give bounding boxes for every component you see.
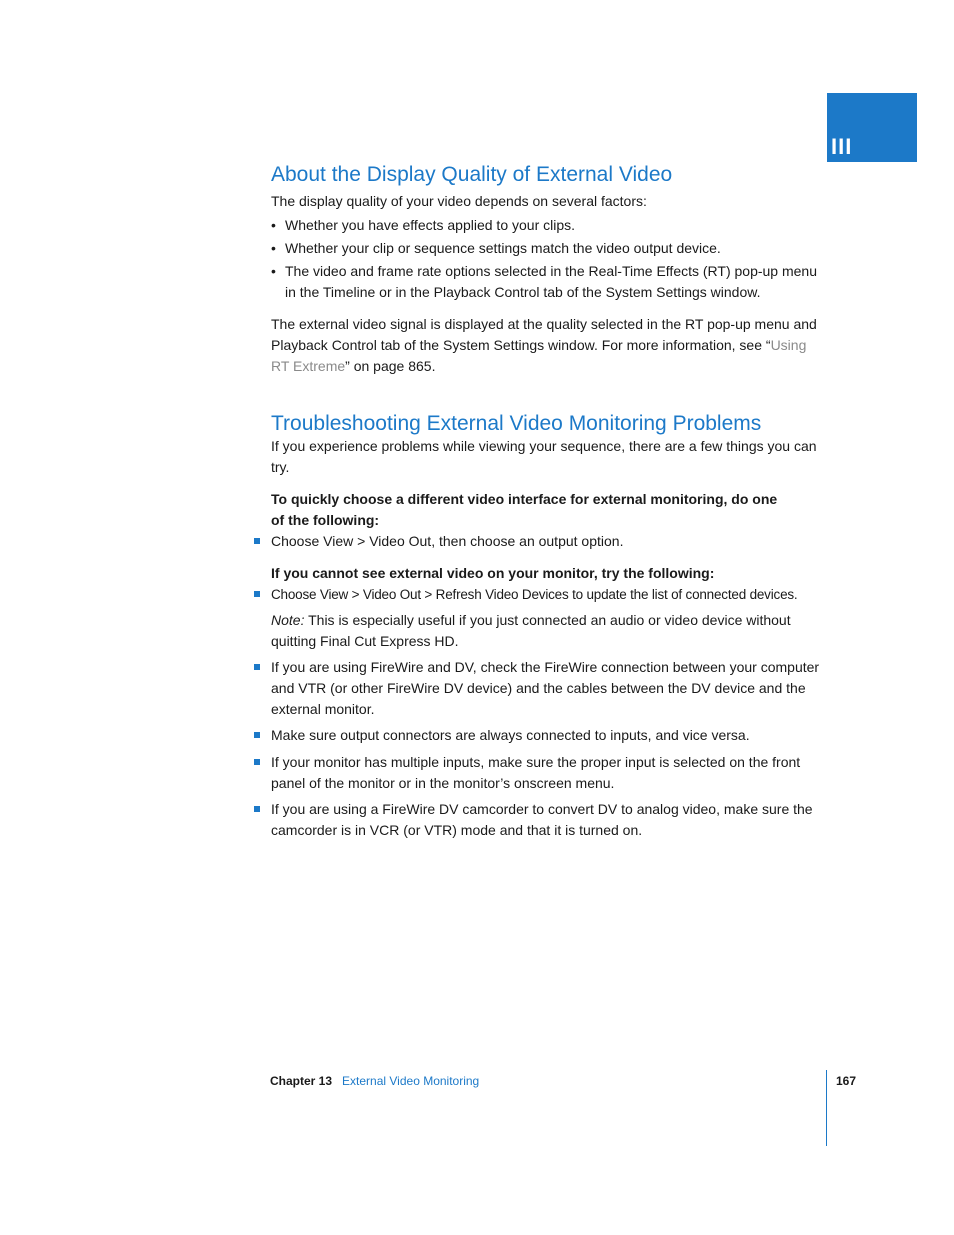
footer [270, 1072, 479, 1090]
square-bullet-icon [254, 806, 260, 812]
note-label: Note: [271, 612, 305, 628]
task-heading: If you cannot see external video on your monitor, try the following: [271, 565, 715, 581]
section2-intro: If you experience problems while viewing your sequence, there are a few things you can try. [271, 438, 817, 475]
square-bullet-icon [254, 759, 260, 765]
task1-list [271, 531, 827, 552]
square-bullet-icon [254, 591, 260, 597]
list-item: If your monitor has multiple inputs, make sure the proper input is selected on the front panel of the monitor or in the monitor’s onscreen menu. [271, 752, 827, 794]
square-bullet-icon [254, 664, 260, 670]
list-item: If you are using a FireWire DV camcorder to convert DV to analog video, make sure the camcorder is in VCR (or VTR) mode and that it is turned on. [271, 799, 827, 841]
list-item: • Whether you have effects applied to your clips. [271, 215, 827, 236]
section1-intro: The display quality of your video depends on several factors: [271, 193, 647, 209]
square-bullet-icon [254, 732, 260, 738]
section1-paragraph: The external video signal is displayed at the quality selected in the RT pop-up menu and Playback Control tab of the System Settings window. For more information, see “Using RT Extreme” on page 865. [271, 316, 817, 374]
list-item: Make sure output connectors are always connected to inputs, and vice versa. [271, 725, 827, 746]
task-heading: To quickly choose a different video interface for external monitoring, do one of the following: [271, 491, 778, 528]
list-item: • Whether your clip or sequence settings match the video output device. [271, 238, 827, 259]
list-item: If you are using FireWire and DV, check the FireWire connection between your computer and VTR (or other FireWire DV device) and the cables between the DV device and the external monitor. [271, 657, 827, 720]
list-item: • The video and frame rate options selected in the Real-Time Effects (RT) pop-up menu in the Timeline or in the Playback Control tab of the System Settings window. [271, 263, 818, 300]
list-item: Choose View > Video Out, then choose an output option. [271, 531, 827, 552]
bullet-marker: • [271, 217, 276, 233]
footer-section-title: External Video Monitoring [342, 1074, 480, 1088]
section-heading-display-quality: About the Display Quality of External Video [271, 163, 673, 186]
part-tab-label: III [831, 134, 853, 159]
task2-list [271, 584, 827, 841]
square-bullet-icon [254, 538, 260, 544]
part-tab [827, 93, 917, 162]
bullet-marker: • [271, 263, 276, 279]
page-number: 167 [836, 1074, 857, 1088]
section1-bullet-list [271, 215, 827, 303]
section-heading-troubleshooting: Troubleshooting External Video Monitoring Problems [271, 412, 762, 435]
footer-chapter: Chapter 13 [270, 1074, 333, 1088]
list-item: Choose View > Video Out > Refresh Video Devices to update the list of connected devices. Note: This is especially useful if you just connected an audio or video device without quitting Final Cut Express HD. [271, 584, 827, 652]
bullet-marker: • [271, 240, 276, 256]
note: Note: This is especially useful if you just connected an audio or video device without quitting Final Cut Express HD. [271, 612, 791, 649]
cross-reference-link[interactable]: Using RT Extreme [271, 337, 807, 374]
main-content [271, 161, 827, 841]
footer-divider [826, 1070, 827, 1146]
